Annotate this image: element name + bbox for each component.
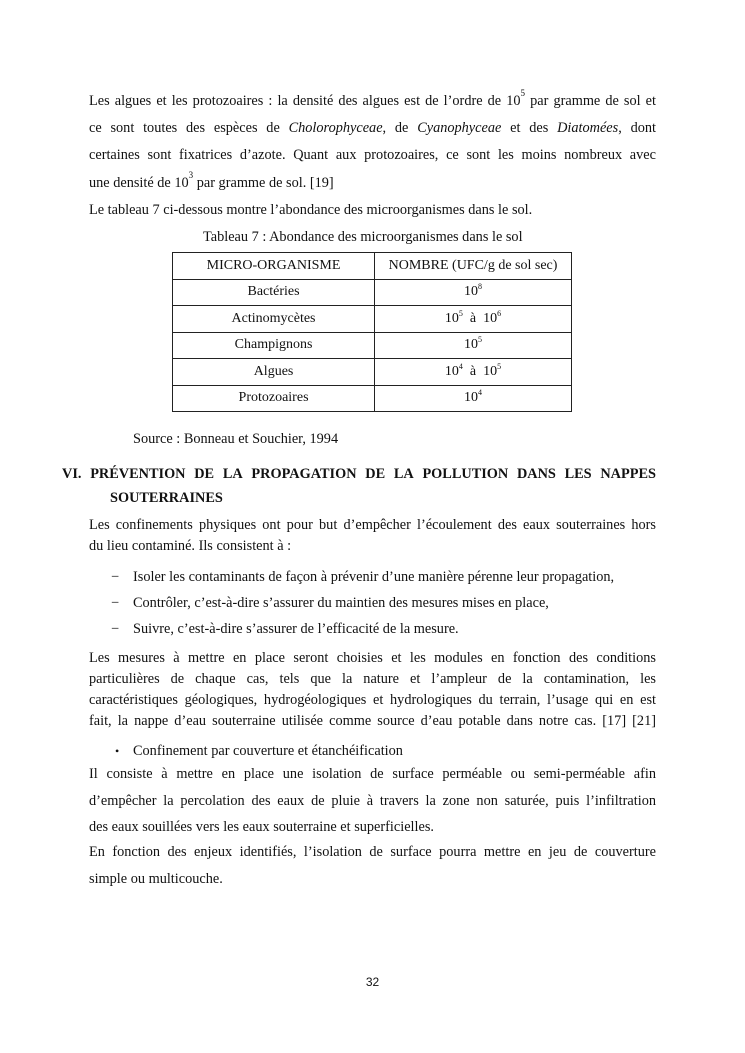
paragraph-confinements [89,517,656,555]
list-item: − Isoler les contaminants de façon à prévenir d’une manière pérenne leur propagation, [111,569,615,585]
text-line: En fonction des enjeux identifiés, l’isolation de surface pourra mettre en jeu de couverture [89,844,656,860]
count-cell: $10^4$ [375,385,572,412]
table-caption: Tableau 7 : Abondance des microorganismes dans le sol [203,229,523,245]
text-line: certaines sont fixatrices d’azote. Quant aux protozoaires, ce sont les moins nombreux avec [89,147,656,163]
list-item: − Contrôler, c’est-à-dire s’assurer du maintien des mesures mises en place, [111,595,549,611]
paragraph-enjeux [89,844,656,887]
count-cell: $10^5$ à $10^6$ [375,306,572,333]
text-line: Les algues et les protozoaires : la densité des algues est de l’ordre de $10^5$ par gramme de sol et [89,88,657,109]
section-heading [62,466,656,507]
text-line: ce sont toutes des espèces de Cholorophyceae, de Cyanophyceae et des Diatomées, dont [89,120,656,136]
dash-list [111,569,656,647]
table-row [173,385,572,412]
table-row [173,359,572,386]
table-row [173,332,572,359]
text-line: Le tableau 7 ci-dessous montre l’abondance des microorganismes dans le sol. [89,202,533,218]
text-line: simple ou multicouche. [89,871,223,887]
count-cell: $10^5$ [375,332,572,359]
text-line: particulières de chaque cas, tels que la nature et l’ampleur de la contamination, les [89,671,656,687]
text-line: d’empêcher la percolation des eaux de pluie à travers la zone non saturée, puis l’infiltration [89,793,656,809]
paragraph-isolation [89,766,656,835]
paragraph-tableau-intro [89,202,656,219]
text-line: du lieu contaminé. Ils consistent à : [89,538,292,554]
organism-cell: Bactéries [173,279,375,306]
table-header-row [173,253,572,280]
text-line: Les mesures à mettre en place seront choisies et les modules en fonction des conditions [89,650,656,666]
count-cell: $10^4$ à $10^5$ [375,359,572,386]
organism-cell: Champignons [173,332,375,359]
text-line: Les confinements physiques ont pour but d’empêcher l’écoulement des eaux souterraines hors [89,517,656,533]
table-row [173,306,572,333]
abundance-table [172,252,572,412]
paragraph-mesures [89,648,656,732]
organism-cell: Actinomycètes [173,306,375,333]
heading-line: VI. PRÉVENTION DE LA PROPAGATION DE LA POLLUTION DANS LES NAPPES [62,466,656,482]
organism-cell: Protozoaires [173,385,375,412]
paragraph-algues-protozoaires [89,88,657,191]
heading-line: SOUTERRAINES [110,490,223,506]
text-line: caractéristiques géologiques, hydrogéologiques et hydrologiques du terrain, l’usage qui en est [89,692,656,708]
table-row [173,279,572,306]
text-line: Il consiste à mettre en place une isolation de surface perméable ou semi-perméable afin [89,766,656,782]
count-cell: $10^8$ [375,279,572,306]
table-header-cell: MICRO-ORGANISME [173,253,375,280]
table-header-cell: NOMBRE (UFC/g de sol sec) [375,253,572,280]
text-line: une densité de $10^3$ par gramme de sol. [19] [89,170,334,191]
list-item: − Suivre, c’est-à-dire s’assurer de l’efficacité de la mesure. [111,621,459,637]
table-source: Source : Bonneau et Souchier, 1994 [133,431,339,447]
organism-cell: Algues [173,359,375,386]
text-line: des eaux souillées vers les eaux souterraine et superficielles. [89,819,434,835]
bullet-item: • Confinement par couverture et étanchéification [115,743,403,759]
text-line: fait, la nappe d’eau souterraine utilisée comme source d’eau potable dans notre cas. [17] [21] [89,713,656,729]
page-number: 32 [365,975,380,989]
